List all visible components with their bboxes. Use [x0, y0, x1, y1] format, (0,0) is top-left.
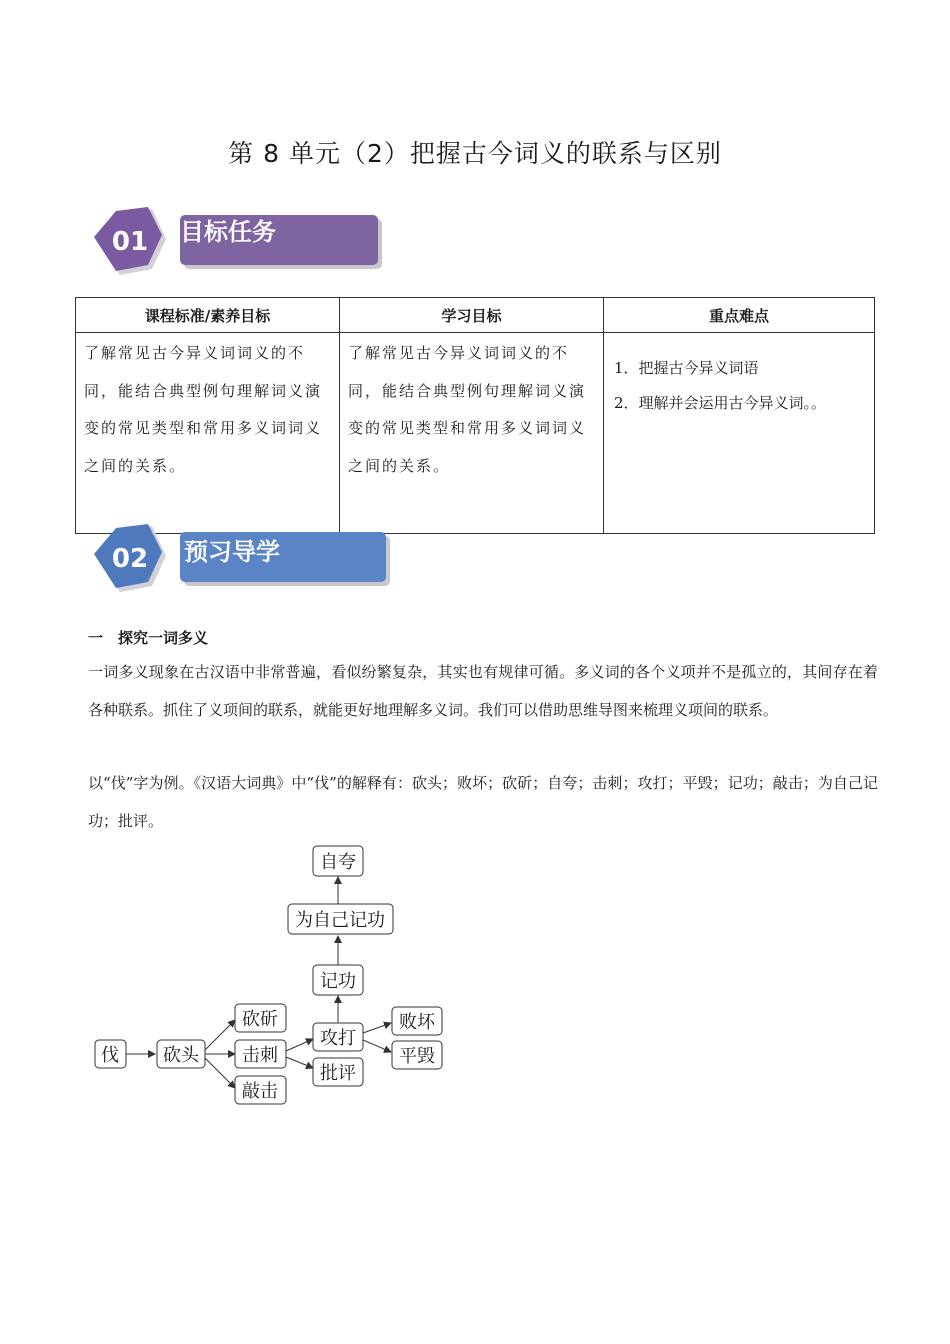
- mind-map-diagram: [85, 840, 455, 1114]
- section-heading: 一 探究一词多义: [88, 629, 209, 647]
- diagram-node-fa: 伐: [101, 1045, 119, 1066]
- paragraph: 一词多义现象在古汉语中非常普遍，看似纷繁复杂，其实也有规律可循。多义词的各个义项并不是孤立的，其间存在着各种联系。抓住了义项间的联系，就能更好地理解多义词。我们可以借助思维导图来梳理义项间的联系。: [88, 663, 878, 719]
- list-item: 2．理解并会运用古今异义词。。: [614, 394, 827, 412]
- diagram-node-zikua: 自夸: [320, 852, 356, 873]
- diagram-node-gongda: 攻打: [320, 1028, 356, 1049]
- section-badge-goals: [90, 205, 390, 280]
- list-item: 1．把握古今异义词语: [614, 359, 759, 377]
- paragraph: 以“伐”字为例。《汉语大词典》中“伐”的解释有：砍头；败坏；砍斫；自夸；击刺；攻打；平毁；记功；敲击；为自己记功；批评。: [88, 774, 878, 830]
- diagram-node-pinghui: 平毁: [399, 1046, 435, 1067]
- diagram-node-baihuai: 败坏: [399, 1012, 435, 1033]
- page-title: 第 8 单元（2）把握古今词义的联系与区别: [228, 139, 722, 168]
- table-cell-standard: 了解常见古今异义词词义的不同，能结合典型例句理解词义演变的常见类型和常用多义词词义之间的关系。: [76, 333, 340, 534]
- badge-number: 02: [111, 544, 149, 574]
- diagram-node-kantou: 砍头: [163, 1045, 199, 1066]
- badge-label: 预习导学: [184, 538, 280, 566]
- table-header: 重点难点: [604, 298, 875, 333]
- diagram-node-jici: 击刺: [242, 1045, 278, 1066]
- diagram-node-pipin: 批评: [320, 1063, 356, 1084]
- table-header: 学习目标: [340, 298, 604, 333]
- table-cell-keypoints: [604, 333, 875, 534]
- diagram-node-qiaoji: 敲击: [242, 1081, 278, 1102]
- table-cell-objective: 了解常见古今异义词词义的不同，能结合典型例句理解词义演变的常见类型和常用多义词词义之间的关系。: [340, 333, 604, 534]
- diagram-node-jigong: 记功: [320, 971, 356, 992]
- section-badge-preview: [90, 522, 400, 600]
- badge-label: 目标任务: [180, 218, 276, 246]
- diagram-node-kanzhuo: 砍斫: [242, 1009, 278, 1030]
- goals-table: [75, 297, 875, 534]
- diagram-node-weizijijigong: 为自己记功: [295, 910, 385, 931]
- table-header: 课程标准/素养目标: [76, 298, 340, 333]
- badge-number: 01: [111, 227, 149, 257]
